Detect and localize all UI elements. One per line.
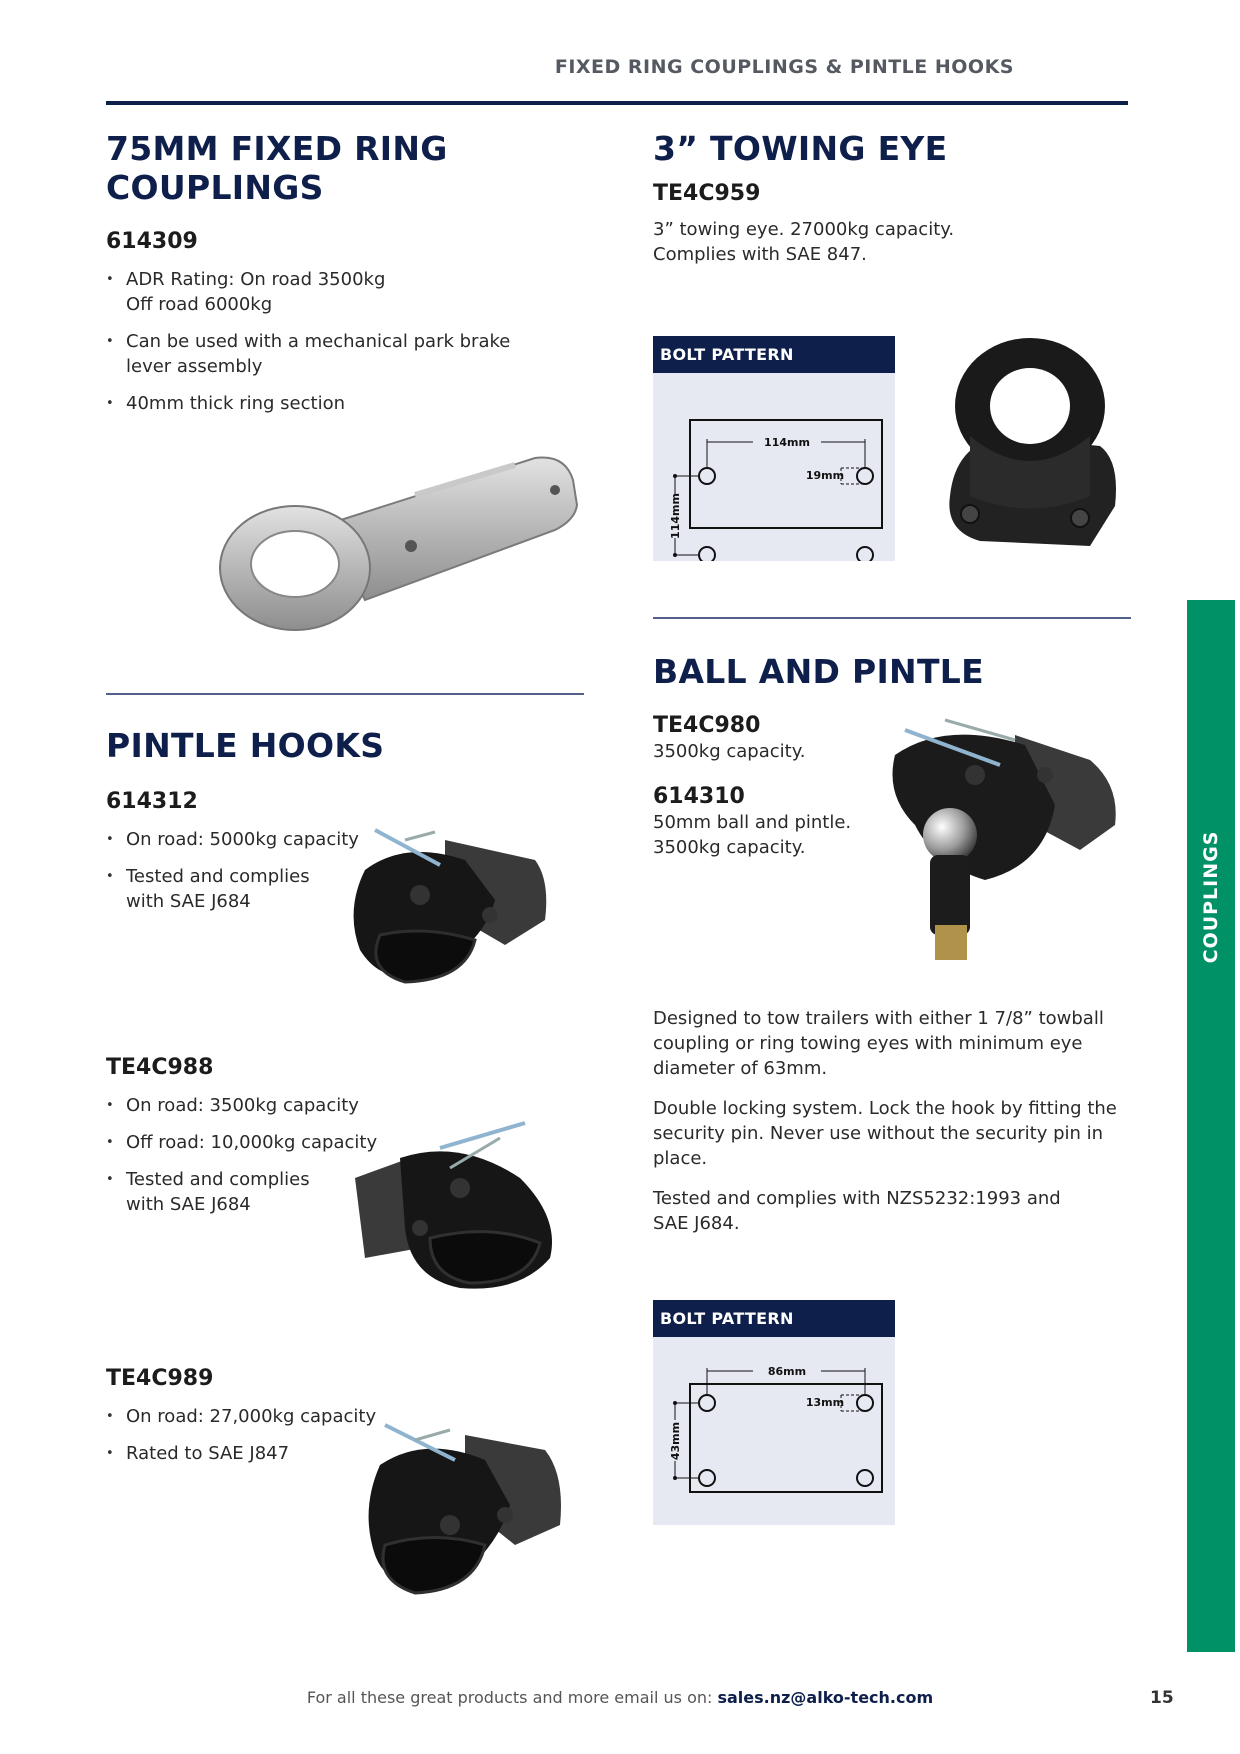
ball-pintle-desc: 3500kg capacity.: [653, 741, 806, 762]
list-item: • Rated to SAE J847: [106, 1441, 386, 1466]
pintle-hook-614312-image: [345, 820, 565, 990]
pintle-sku: TE4C989: [106, 1366, 214, 1391]
towing-eye-title: 3” TOWING EYE: [653, 129, 948, 168]
bolt-pattern-diagram: [653, 373, 895, 561]
pintle-hooks-title: PINTLE HOOKS: [106, 726, 385, 765]
page-header-title: FIXED RING COUPLINGS & PINTLE HOOKS: [554, 56, 1014, 78]
description-paragraph: Designed to tow trailers with either 1 7/8” towball coupling or ring towing eyes with minimum eye diameter of 63mm.: [653, 1008, 1104, 1079]
bolt-height-label: 43mm: [669, 1421, 682, 1461]
list-item: • 40mm thick ring section: [106, 391, 586, 416]
pintle-product-614312: [106, 789, 366, 926]
list-item: • ADR Rating: On road 3500kg Off road 6000kg: [106, 267, 586, 317]
section-divider: [653, 617, 1131, 619]
pintle-sku: TE4C988: [106, 1055, 214, 1080]
pintle-bullets: [106, 1093, 386, 1217]
pintle-product-te4c989: [106, 1366, 386, 1478]
pintle-product-te4c988: [106, 1055, 386, 1229]
list-item: • Can be used with a mechanical park brake lever assembly: [106, 329, 586, 379]
page-number: 15: [1150, 1688, 1174, 1708]
bolt-pattern-heading: BOLT PATTERN: [653, 336, 895, 373]
bolt-pattern-diagram: [653, 1337, 895, 1525]
bolt-width-label: 86mm: [767, 1365, 807, 1378]
ball-pintle-products: [653, 713, 883, 860]
fixed-ring-sku: 614309: [106, 229, 198, 254]
description-paragraph: Double locking system. Lock the hook by fitting the security pin. Never use without the security pin in place.: [653, 1098, 1117, 1169]
bolt-pattern-box-ball-pintle: [653, 1300, 895, 1525]
ball-pintle-description: [653, 1006, 1123, 1236]
list-item: • Tested and complies with SAE J684: [106, 864, 366, 914]
footer-text: For all these great products and more email us on:: [306, 1688, 718, 1707]
ball-and-pintle-image: [875, 715, 1125, 970]
ball-pintle-desc: 50mm ball and pintle. 3500kg capacity.: [653, 812, 852, 858]
ball-pintle-sku: TE4C980: [653, 713, 761, 738]
fixed-ring-coupling-image: [215, 450, 585, 645]
section-side-tab: [1187, 600, 1235, 1652]
towing-eye-description: 3” towing eye. 27000kg capacity. Complies with SAE 847.: [653, 219, 955, 265]
footer: [0, 1688, 1240, 1707]
list-item: • Off road: 10,000kg capacity: [106, 1130, 386, 1155]
list-item: • On road: 27,000kg capacity: [106, 1404, 386, 1429]
bolt-width-label: 114mm: [764, 436, 810, 449]
fixed-ring-section: [106, 129, 586, 428]
header-divider: [106, 101, 1128, 105]
pintle-bullets: [106, 827, 366, 914]
bolt-pattern-heading: BOLT PATTERN: [653, 1300, 895, 1337]
bolt-hole-label: 19mm: [805, 469, 845, 482]
pintle-hook-te4c989-image: [355, 1415, 570, 1600]
footer-email-link[interactable]: sales.nz@alko-tech.com: [717, 1688, 934, 1707]
fixed-ring-bullets: [106, 267, 586, 416]
description-paragraph: Tested and complies with NZS5232:1993 and SAE J684.: [653, 1188, 1061, 1234]
pintle-hook-te4c988-image: [350, 1118, 570, 1298]
side-tab-label: COUPLINGS: [1200, 830, 1222, 964]
list-item: • Tested and complies with SAE J684: [106, 1167, 386, 1217]
ball-pintle-sku: 614310: [653, 784, 745, 809]
bolt-hole-label: 13mm: [805, 1396, 845, 1409]
bolt-height-label: 114mm: [669, 493, 682, 539]
bolt-pattern-box-towing-eye: [653, 336, 895, 561]
towing-eye-section: [653, 129, 1133, 267]
towing-eye-image: [940, 336, 1125, 551]
section-divider: [106, 693, 584, 695]
pintle-sku: 614312: [106, 789, 198, 814]
fixed-ring-title: 75MM FIXED RING COUPLINGS: [106, 129, 448, 207]
ball-pintle-title: BALL AND PINTLE: [653, 652, 984, 691]
list-item: • On road: 5000kg capacity: [106, 827, 366, 852]
list-item: • On road: 3500kg capacity: [106, 1093, 386, 1118]
towing-eye-sku: TE4C959: [653, 181, 761, 206]
pintle-bullets: [106, 1404, 386, 1466]
